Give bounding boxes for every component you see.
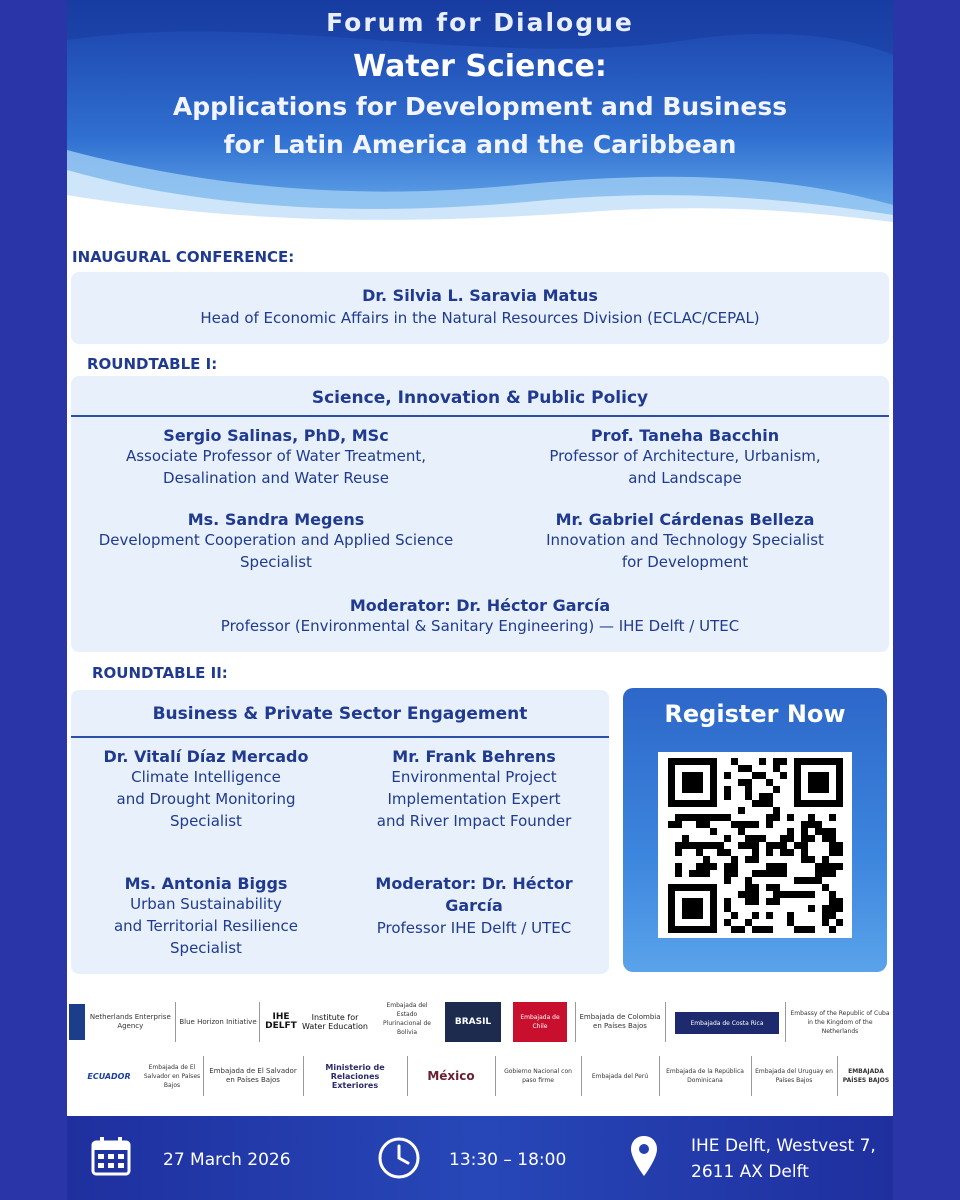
sponsor-logo: ECUADOR — [87, 1071, 131, 1081]
poster-subtitle-line1: Applications for Development and Business — [172, 92, 788, 121]
location-pin-icon — [629, 1134, 659, 1178]
roundtable2-label: ROUNDTABLE II: — [92, 664, 228, 682]
speaker-role: Specialist — [170, 939, 242, 957]
sponsor-logo: Blue Horizon Initiative — [179, 1017, 257, 1026]
divider — [575, 1002, 576, 1042]
speaker-card — [71, 747, 341, 832]
speaker-name: Prof. Taneha Bacchin — [590, 426, 780, 445]
moderator-block — [339, 874, 609, 939]
speaker-role: Environmental Project — [391, 768, 557, 786]
speaker-card — [71, 426, 481, 489]
inaugural-card — [71, 272, 889, 344]
event-date: 27 March 2026 — [163, 1150, 291, 1170]
speaker-role: and River Impact Founder — [376, 812, 572, 830]
register-label: Register Now — [664, 700, 846, 728]
divider — [837, 1056, 838, 1096]
moderator-role: Professor (Environmental & Sanitary Engineering) — IHE Delft / UTEC — [220, 617, 740, 635]
sponsor-logo: Embajada del Perú — [591, 1072, 649, 1080]
roundtable1-label: ROUNDTABLE I: — [87, 355, 218, 373]
speaker-name: Sergio Salinas, PhD, MSc — [163, 426, 389, 445]
event-poster — [67, 0, 893, 1200]
divider — [581, 1056, 582, 1096]
divider — [659, 1056, 660, 1096]
speaker-card — [481, 426, 889, 489]
sponsor-logo: Embajada del Uruguay en Países Bajos — [755, 1068, 833, 1084]
divider — [751, 1056, 752, 1096]
speaker-name: Mr. Frank Behrens — [392, 747, 556, 766]
sponsor-logo: Embajada de Costa Rica — [675, 1012, 779, 1034]
moderator-name: Moderator: Dr. Héctor García — [349, 596, 611, 615]
moderator-role: Professor IHE Delft / UTEC — [376, 919, 572, 937]
speaker-role: Urban Sustainability — [130, 895, 282, 913]
speaker-role: Associate Professor of Water Treatment, — [125, 447, 427, 465]
sponsor-logo: México — [427, 1068, 475, 1083]
speaker-role: Professor of Architecture, Urbanism, — [549, 447, 821, 465]
speaker-card — [71, 874, 341, 959]
poster-header — [67, 0, 893, 228]
speaker-card — [339, 747, 609, 832]
sponsor-logo: Institute for Water Education — [301, 1013, 369, 1031]
moderator-block — [71, 596, 889, 637]
divider — [665, 1002, 666, 1042]
speaker-name: Dr. Vitalí Díaz Mercado — [103, 747, 309, 766]
poster-title: Water Science: — [353, 49, 607, 84]
divider — [495, 1056, 496, 1096]
inaugural-speaker-role: Head of Economic Affairs in the Natural Resources Division (ECLAC/CEPAL) — [200, 309, 760, 327]
divider — [259, 1002, 260, 1042]
roundtable1-card — [71, 376, 889, 652]
speaker-role: Implementation Expert — [387, 790, 561, 808]
sponsor-logo: Embajada del Estado Plurinacional de Bolivia — [383, 1002, 431, 1036]
clock-icon — [377, 1136, 421, 1180]
sponsor-logo: Embajada de Chile — [513, 1002, 567, 1042]
sponsor-logo: IHE DELFT — [265, 1012, 297, 1031]
roundtable1-topic: Science, Innovation & Public Policy — [311, 388, 649, 408]
speaker-role: for Development — [621, 553, 749, 571]
divider — [71, 415, 889, 417]
sponsor-logo: Ministerio de Relaciones Exteriores — [325, 1062, 385, 1090]
event-time: 13:30 – 18:00 — [449, 1150, 567, 1170]
forum-kicker: Forum for Dialogue — [326, 8, 634, 37]
speaker-card — [71, 510, 481, 573]
speaker-name: Ms. Antonia Biggs — [124, 874, 288, 893]
speaker-role: Specialist — [240, 553, 312, 571]
event-footer — [67, 1116, 893, 1200]
sponsor-logo: Embajada de la República Dominicana — [666, 1068, 744, 1084]
inaugural-speaker-name: Dr. Silvia L. Saravia Matus — [362, 286, 598, 305]
speaker-role: and Territorial Resilience — [113, 917, 299, 935]
speaker-name: Mr. Gabriel Cárdenas Belleza — [555, 510, 815, 529]
moderator-name: Moderator: Dr. Héctor — [375, 874, 573, 893]
sponsor-logo: Netherlands Enterprise Agency — [69, 1002, 173, 1042]
inaugural-label: INAUGURAL CONFERENCE: — [72, 248, 295, 266]
qr-code-icon[interactable] — [658, 752, 852, 938]
speaker-name: Ms. Sandra Megens — [187, 510, 365, 529]
calendar-icon — [91, 1136, 131, 1176]
register-panel[interactable] — [623, 688, 887, 972]
speaker-role: and Landscape — [628, 469, 742, 487]
sponsor-logo: Embassy of the Republic of Cuba in the Kingdom of the Netherlands — [790, 1009, 890, 1035]
sponsor-logo: Embajada de El Salvador en Países Bajos — [143, 1063, 201, 1089]
divider — [407, 1056, 408, 1096]
moderator-name: García — [445, 896, 503, 915]
divider — [71, 736, 609, 738]
sponsor-logo: EMBAJADA PAÍSES BAJOS — [842, 1068, 890, 1084]
sponsor-logo: BRASIL — [445, 1002, 501, 1042]
divider — [203, 1056, 204, 1096]
speaker-card — [481, 510, 889, 573]
event-location-line2: 2611 AX Delft — [691, 1162, 809, 1182]
speaker-role: Development Cooperation and Applied Science — [98, 531, 454, 549]
poster-subtitle-line2: for Latin America and the Caribbean — [223, 130, 737, 159]
speaker-role: Climate Intelligence — [131, 768, 281, 786]
speaker-role: and Drought Monitoring — [116, 790, 296, 808]
speaker-role: Innovation and Technology Specialist — [546, 531, 824, 549]
roundtable2-topic: Business & Private Sector Engagement — [152, 704, 528, 724]
sponsor-logo: Embajada de El Salvador en Países Bajos — [209, 1067, 297, 1084]
roundtable2-card — [71, 690, 609, 974]
event-location-line1: IHE Delft, Westvest 7, — [691, 1136, 876, 1156]
sponsor-logos — [67, 994, 893, 1114]
speaker-role: Desalination and Water Reuse — [163, 469, 389, 487]
sponsor-logo: Embajada de Colombia en Países Bajos — [579, 1013, 661, 1030]
speaker-role: Specialist — [170, 812, 242, 830]
sponsor-logo: Gobierno Nacional con paso firme — [504, 1068, 572, 1084]
divider — [303, 1056, 304, 1096]
divider — [785, 1002, 786, 1042]
divider — [175, 1002, 176, 1042]
